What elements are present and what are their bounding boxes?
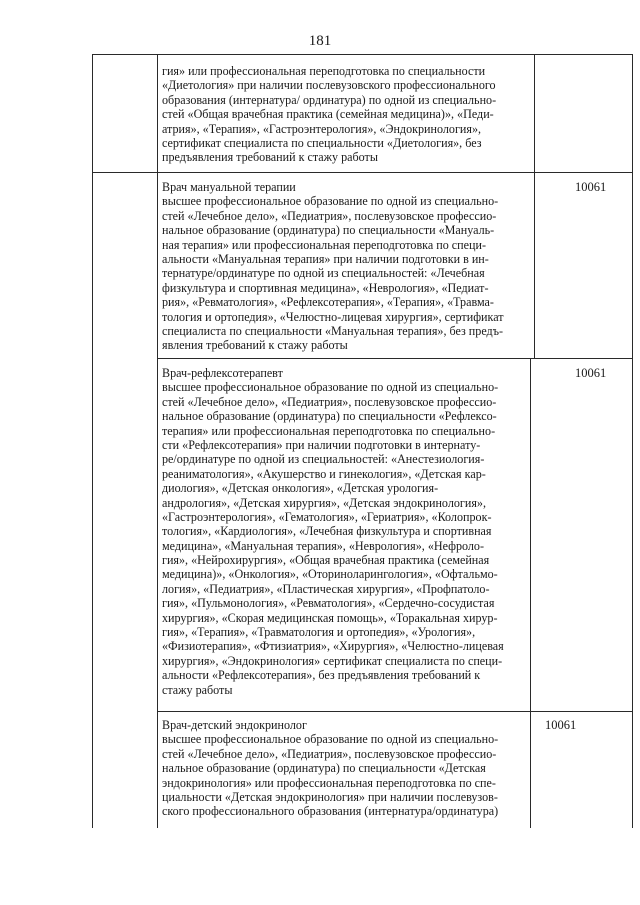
- text-line: логия», «Педиатрия», «Пластическая хирургия», «Профпатоло-: [162, 581, 490, 596]
- text-line: медицина», «Мануальная терапия», «Неврология», «Нефроло-: [162, 538, 484, 553]
- text-line: гия» или профессиональная переподготовка по специальности: [162, 64, 486, 78]
- text-line: альности «Мануальная терапия» при наличии подготовки в ин-: [162, 251, 489, 266]
- text-line: «Гастроэнтерология», «Гематология», «Гериатрия», «Колопрок-: [162, 509, 492, 524]
- qualification-text: [162, 64, 532, 165]
- text-line: высшее профессиональное образование по одной из специально-: [162, 380, 499, 395]
- profession-code: 10061: [575, 366, 607, 380]
- qualification-text: [162, 366, 532, 697]
- text-line: стажу работы: [162, 682, 233, 697]
- text-line: терапия» или профессиональная переподготовка по специально-: [162, 423, 496, 438]
- text-line: предъявления требований к стажу работы: [162, 150, 378, 165]
- text-line: тология и ортопедия», «Челюстно-лицевая хирургия», сертификат: [162, 309, 504, 324]
- text-line: нальное образование (ординатура) по специальности «Детская: [162, 761, 486, 776]
- text-line: нальное образование (ординатура) по специальности «Мануаль-: [162, 223, 495, 238]
- row-divider: [157, 711, 633, 712]
- text-line: диология», «Детская онкология», «Детская урология-: [162, 481, 439, 496]
- position-title: Врач мануальной терапии: [162, 180, 296, 194]
- text-line: стей «Общая врачебная практика (семейная медицина)», «Педи-: [162, 107, 494, 122]
- text-line: «Диетология» при наличии послевузовского профессионального: [162, 78, 496, 93]
- text-line: циальности «Детская эндокринология» при наличии послевузов-: [162, 789, 498, 804]
- text-line: эндокринология» или профессиональная переподготовка по спе-: [162, 775, 496, 790]
- text-line: тология», «Кардиология», «Лечебная физкультура и спортивная: [162, 524, 492, 539]
- text-line: сти «Рефлексотерапия» при наличии подготовки в интернату-: [162, 437, 481, 452]
- text-line: реаниматология», «Акушерство и гинекология», «Детская кар-: [162, 466, 486, 481]
- text-line: высшее профессиональное образование по одной из специально-: [162, 194, 499, 209]
- text-line: стей «Лечебное дело», «Педиатрия», послевузовское профессио-: [162, 394, 497, 409]
- text-line: «Физиотерапия», «Фтизиатрия», «Хирургия», «Челюстно-лицевая: [162, 639, 504, 654]
- text-line: ского профессионального образования (интернатура/ординатура): [162, 804, 499, 819]
- text-line: атрия», «Терапия», «Гастроэнтерология», «Эндокринология»,: [162, 121, 482, 136]
- column-divider-right: [534, 54, 535, 358]
- text-line: стей «Лечебное дело», «Педиатрия», послевузовское профессио-: [162, 208, 497, 223]
- text-line: нальное образование (ординатура) по специальности «Рефлексо-: [162, 409, 497, 424]
- text-line: сертификат специалиста по специальности «Диетология», без: [162, 135, 482, 150]
- qualification-text: [162, 718, 532, 819]
- page-number: 181: [308, 33, 332, 49]
- table-left-border: [92, 54, 93, 828]
- text-line: специалиста по специальности «Мануальная терапия», без предъ-: [162, 323, 503, 338]
- text-line: гия», «Нейрохирургия», «Общая врачебная практика (семейная: [162, 553, 490, 568]
- text-line: гия», «Пульмонология», «Ревматология», «Сердечно-сосудистая: [162, 596, 495, 611]
- text-line: гия», «Терапия», «Травматология и ортопедия», «Урология»,: [162, 625, 476, 640]
- text-line: рия», «Ревматология», «Рефлексотерапия», «Терапия», «Травма-: [162, 295, 494, 310]
- text-line: стей «Лечебное дело», «Педиатрия», послевузовское профессио-: [162, 746, 497, 761]
- text-line: андрология», «Детская хирургия», «Детская эндокринология»,: [162, 495, 486, 510]
- position-title: Врач-детский эндокринолог: [162, 718, 307, 732]
- text-line: хирургия», «Скорая медицинская помощь», «Торакальная хирур-: [162, 610, 498, 625]
- text-line: высшее профессиональное образование по одной из специально-: [162, 732, 499, 747]
- table-top-border: [92, 54, 633, 55]
- text-line: тернатуре/ординатуре по одной из специальностей: «Лечебная: [162, 266, 485, 281]
- row-divider: [157, 358, 633, 359]
- text-line: альности «Рефлексотерапия», без предъявления требований к: [162, 668, 481, 683]
- profession-code: 10061: [575, 180, 607, 194]
- text-line: ре/ординатуре по одной из специальностей: «Анестезиология-: [162, 452, 485, 467]
- text-line: физкультура и спортивная медицина», «Неврология», «Педиат-: [162, 280, 489, 295]
- text-line: образования (интернатура/ ординатура) по одной из специально-: [162, 92, 497, 107]
- text-line: явления требований к стажу работы: [162, 338, 348, 353]
- text-line: хирургия», «Эндокринология» сертификат специалиста по специ-: [162, 653, 503, 668]
- qualification-text: [162, 180, 532, 353]
- profession-code: 10061: [545, 718, 577, 732]
- position-title: Врач-рефлексотерапевт: [162, 366, 283, 380]
- text-line: медицина)», «Онкология», «Оториноларингология», «Офтальмо-: [162, 567, 498, 582]
- row-divider: [92, 172, 633, 173]
- text-line: ная терапия» или профессиональная переподготовка по специ-: [162, 237, 486, 252]
